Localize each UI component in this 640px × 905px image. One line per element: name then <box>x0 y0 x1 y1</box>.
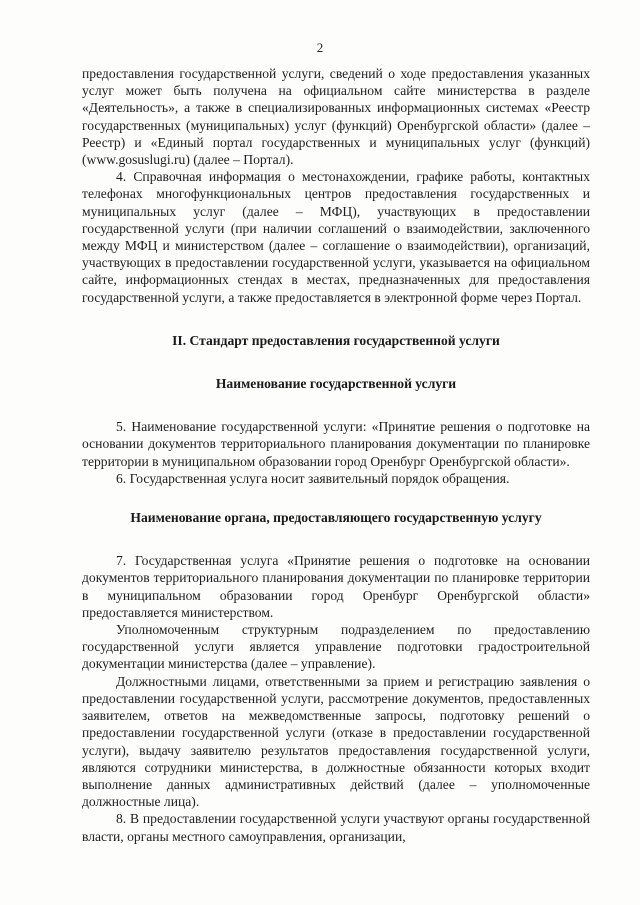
paragraph-8-participants: 8. В предоставлении государственной услуги участвуют органы государственной власти, органы местного самоуправления, организации, <box>82 811 590 844</box>
spacer <box>82 487 590 509</box>
subsection-title-service-name: Наименование государственной услуги <box>215 376 457 392</box>
paragraph-info-sources: предоставления государственной услуги, сведений о ходе предоставления указанных услуг может быть получена на официальном сайте министерства в разделе «Деятельность», а также в специализированных информационных системах «Реестр государственных (муниципальных) услуг (функций) Оренбургской области» (далее – Реестр) и «Единый портал государственных и муниципальных услуг (функций) (www.gosuslugi.ru) (далее – Портал). <box>82 66 590 168</box>
paragraph-5-service-name: 5. Наименование государственной услуги: «Принятие решения о подготовке на основании документов территориального планирования документации по планировке территории в муниципальном образовании город Оренбург Оренбургской области». <box>82 419 590 469</box>
subsection-title-authority: Наименование органа, предоставляющего государственную услугу <box>130 510 542 526</box>
spacer <box>82 306 590 332</box>
document-body <box>82 65 590 845</box>
spacer <box>82 526 590 552</box>
paragraph-7-officials: Должностными лицами, ответственными за прием и регистрацию заявления о предоставлении государственной услуги, рассмотрение документов, предоставленных заявителем, ответов на межведомственные запросы, подготовку решений о предоставлении государственной услуги (отказе в предоставлении государственной услуги), выдачу заявителю результатов предоставления государственной услуги, являются сотрудники министерства, в должностные обязанности которых входит выполнение данных административных действий (далее – уполномоченные должностные лица). <box>82 673 590 810</box>
section-title: II. Стандарт предоставления государственной услуги <box>172 332 500 348</box>
page-number: 2 <box>316 40 324 55</box>
paragraph-4-reference-info: 4. Справочная информация о местонахождении, графике работы, контактных телефонах многофункциональных центров предоставления государственных и муниципальных услуг (далее – МФЦ), участвующих в предоставлении государственной услуги (при наличии соглашений о взаимодействии, заключенного между МФЦ и министерством (далее – соглашение о взаимодействии), организаций, участвующих в предоставлении государственной услуги, указывается на официальном сайте, информационных стендах в местах, предназначенных для предоставления государственной услуги, а также предоставляется в электронной форме через Портал. <box>82 169 590 305</box>
spacer <box>82 392 590 418</box>
spacer <box>82 349 590 375</box>
paragraph-7-provider: 7. Государственная услуга «Принятие решения о подготовке на основании документов территориального планирования документации по планировке территории в муниципальном образовании город Оренбург Оренбургской области» предоставляется министерством. <box>82 553 590 620</box>
paragraph-7-department: Уполномоченным структурным подразделением по предоставлению государственной услуги является управление подготовки градостроительной документации министерства (далее – управление). <box>82 622 590 672</box>
paragraph-6-application-order: 6. Государственная услуга носит заявительный порядок обращения. <box>116 470 510 486</box>
